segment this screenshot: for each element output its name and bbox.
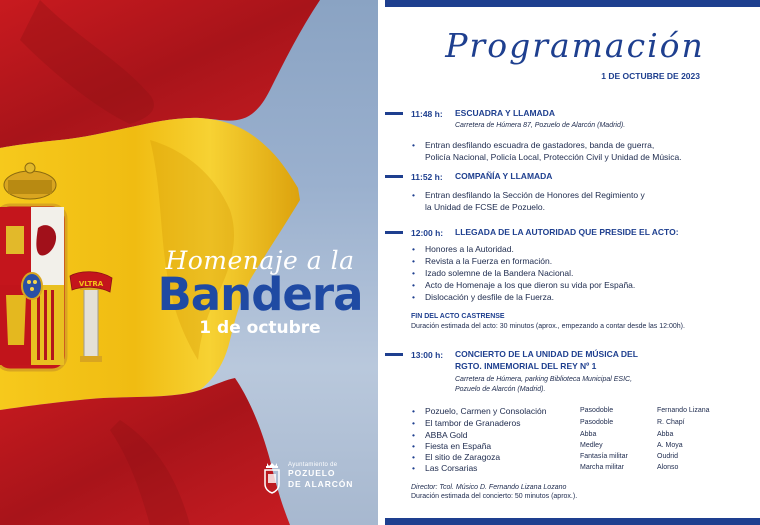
song-row: • El tambor de Granaderos Pasodoble R. Chapí xyxy=(412,418,685,428)
song-row: • El sitio de Zaragoza Fantasía militar Oudrid xyxy=(412,452,679,462)
section-location: Carretera de Húmera 87, Pozuelo de Alarcón (Madrid). xyxy=(455,122,626,129)
concert-time: 13:00 h: xyxy=(411,350,444,360)
bullet-icon: • xyxy=(412,244,415,254)
section-marker xyxy=(385,112,403,115)
flag-scroll-text: VLTRA xyxy=(78,280,104,288)
concert-location-line1: Carretera de Húmera, parking Biblioteca Municipal ESIC, xyxy=(455,376,633,383)
bullet-icon: • xyxy=(412,452,415,462)
section-title: LLEGADA DE LA AUTORIDAD QUE PRESIDE EL ACTO: xyxy=(455,227,679,237)
bullet-icon: • xyxy=(412,441,415,451)
section-marker xyxy=(385,353,403,356)
bullet-icon: • xyxy=(412,430,415,440)
bullet-icon: • xyxy=(412,140,415,150)
song-row: • ABBA Gold Abba Abba xyxy=(412,430,674,440)
council-name-line1: POZUELO xyxy=(288,468,336,478)
homage-title: Bandera xyxy=(157,268,363,321)
homage-date: 1 de octubre xyxy=(199,318,321,338)
bullet-icon: • xyxy=(412,292,415,302)
poster xyxy=(0,0,378,525)
homage-script-text: Homenaje a la xyxy=(165,246,355,275)
concert-title-line2: RGTO. INMEMORIAL DEL REY Nº 1 xyxy=(455,361,597,371)
concert-title-line1: CONCIERTO DE LA UNIDAD DE MÚSICA DEL xyxy=(455,349,638,359)
bullet-icon: • xyxy=(412,268,415,278)
council-name-line2: DE ALARCÓN xyxy=(288,479,354,489)
section-title: ESCUADRA Y LLAMADA xyxy=(455,108,555,118)
song-row: • Fiesta en España Medley A. Moya xyxy=(412,441,683,451)
section-time: 12:00 h: xyxy=(411,228,444,238)
section-marker xyxy=(385,175,403,178)
council-logo xyxy=(262,462,353,494)
concert-director: Director: Tcol. Músico D. Fernando Lizana Lozano xyxy=(411,484,567,491)
concert-duration: Duración estimada del concierto: 50 minutos (aprox.). xyxy=(411,493,578,500)
program-title: Programación xyxy=(445,26,705,65)
song-row: • Las Corsarias Marcha militar Alonso xyxy=(412,463,679,473)
bullet-icon: • xyxy=(412,256,415,266)
ceremony-duration: Duración estimada del acto: 30 minutos (aprox., empezando a contar desde las 12:00h). xyxy=(411,323,685,330)
end-of-ceremony-title: FIN DEL ACTO CASTRENSE xyxy=(411,313,505,320)
program-date: 1 DE OCTUBRE DE 2023 xyxy=(601,71,700,81)
bullet-icon: • xyxy=(412,463,415,473)
section-marker xyxy=(385,231,403,234)
song-row: • Pozuelo, Carmen y Consolación Pasodoble Fernando Lizana xyxy=(412,406,710,416)
council-small-line: Ayuntamiento de xyxy=(288,462,338,468)
top-bar xyxy=(385,0,760,7)
concert-location-line2: Pozuelo de Alarcón (Madrid). xyxy=(455,386,546,393)
section-title: COMPAÑÍA Y LLAMADA xyxy=(455,171,553,181)
bullet-icon: • xyxy=(412,418,415,428)
bullet-icon: • xyxy=(412,406,415,416)
council-crest-icon xyxy=(262,462,282,494)
bullet-icon: • xyxy=(412,280,415,290)
bottom-bar xyxy=(385,518,760,525)
section-time: 11:52 h: xyxy=(411,172,443,182)
bullet-icon: • xyxy=(412,190,415,200)
section-time: 11:48 h: xyxy=(411,109,443,119)
